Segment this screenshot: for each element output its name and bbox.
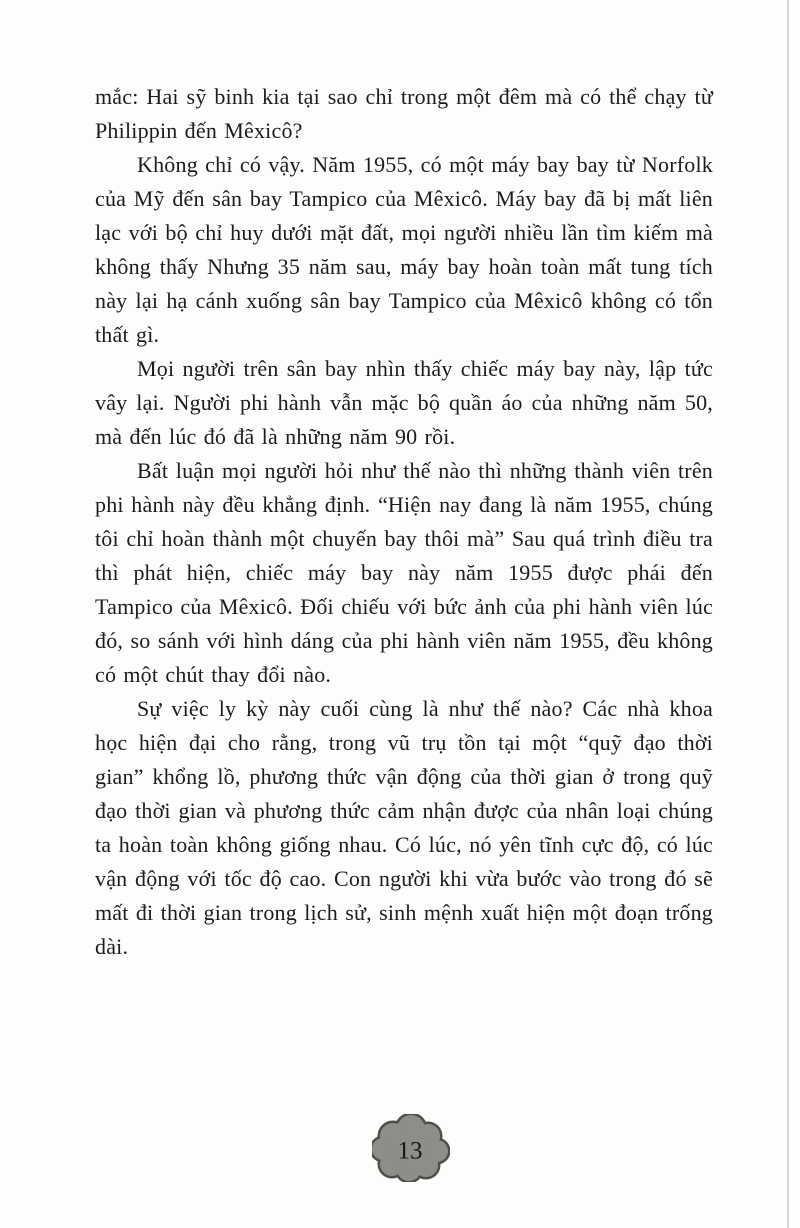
page-number: 13 xyxy=(397,1137,423,1165)
paragraph: Sự việc ly kỳ này cuối cùng là như thế nào? Các nhà khoa học hiện đại cho rằng, trong vũ trụ tồn tại một “quỹ đạo thời gian” khổng lồ, phương thức vận động của thời gian ở trong quỹ đạo thời gian và phương thức cảm nhận được của nhân loại chúng ta hoàn toàn không giống nhau. Có lúc, nó yên tĩnh cực độ, có lúc vận động với tốc độ cao. Con người khi vừa bước vào trong đó sẽ mất đi thời gian trong lịch sử, sinh mệnh xuất hiện một đoạn trống dài. xyxy=(95,696,713,959)
paragraph: Mọi người trên sân bay nhìn thấy chiếc máy bay này, lập tức vây lại. Người phi hành vẫn mặc bộ quần áo của những năm 50, mà đến lúc đó đã là những năm 90 rồi. xyxy=(95,356,713,449)
scan-edge-artifact xyxy=(787,0,789,1228)
paragraph: Bất luận mọi người hỏi như thế nào thì những thành viên trên phi hành này đều khẳng định. “Hiện nay đang là năm 1955, chúng tôi chỉ hoàn thành một chuyến bay thôi mà” Sau quá trình điều tra thì phát hiện, chiếc máy bay này năm 1955 được phái đến Tampico của Mêxicô. Đối chiếu với bức ảnh của phi hành viên lúc đó, so sánh với hình dáng của phi hành viên năm 1955, đều không có một chút thay đổi nào. xyxy=(95,458,713,687)
paragraph-continuation: mắc: Hai sỹ binh kia tại sao chỉ trong một đêm mà có thể chạy từ Philippin đến Mêxicô? xyxy=(95,84,713,143)
body-text xyxy=(95,80,713,964)
cloud-shape-icon xyxy=(372,1114,450,1182)
paragraph: Không chỉ có vậy. Năm 1955, có một máy bay bay từ Norfolk của Mỹ đến sân bay Tampico của Mêxicô. Máy bay đã bị mất liên lạc với bộ chỉ huy dưới mặt đất, mọi người nhiều lần tìm kiếm mà không thấy Nhưng 35 năm sau, máy bay hoàn toàn mất tung tích này lại hạ cánh xuống sân bay Tampico của Mêxicô không có tổn thất gì. xyxy=(95,152,713,347)
page-number-badge xyxy=(372,1114,450,1182)
